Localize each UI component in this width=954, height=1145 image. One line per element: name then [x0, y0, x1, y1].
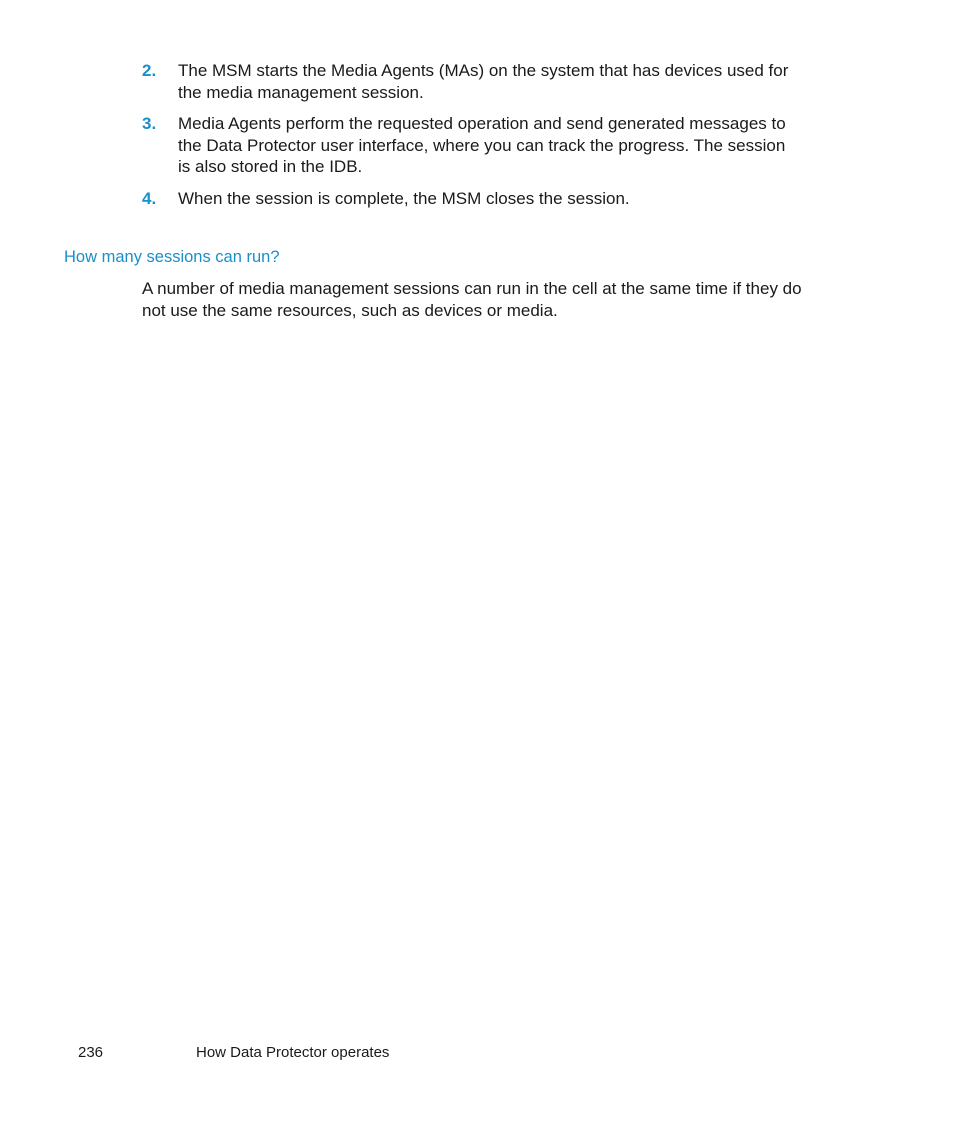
footer-chapter-title: How Data Protector operates: [196, 1044, 390, 1061]
step-text: The MSM starts the Media Agents (MAs) on the system that has devices used for the media management session.: [178, 61, 789, 102]
step-text: When the session is complete, the MSM closes the session.: [178, 188, 630, 208]
section-heading: How many sessions can run?: [64, 248, 280, 266]
list-item: [142, 188, 802, 210]
step-number: 3.: [142, 114, 157, 133]
numbered-steps-list: [142, 60, 802, 219]
step-number: 2.: [142, 61, 157, 80]
page-number: 236: [78, 1044, 104, 1061]
list-item: [142, 113, 802, 178]
list-item: [142, 60, 802, 103]
step-text: Media Agents perform the requested operation and send generated messages to the Data Protector user interface, where you can track the progress. The session is also stored in the IDB.: [178, 114, 786, 176]
step-number: 4.: [142, 188, 157, 208]
section-body-paragraph: A number of media management sessions can run in the cell at the same time if they do not use the same resources, such as devices or media.: [142, 279, 802, 320]
